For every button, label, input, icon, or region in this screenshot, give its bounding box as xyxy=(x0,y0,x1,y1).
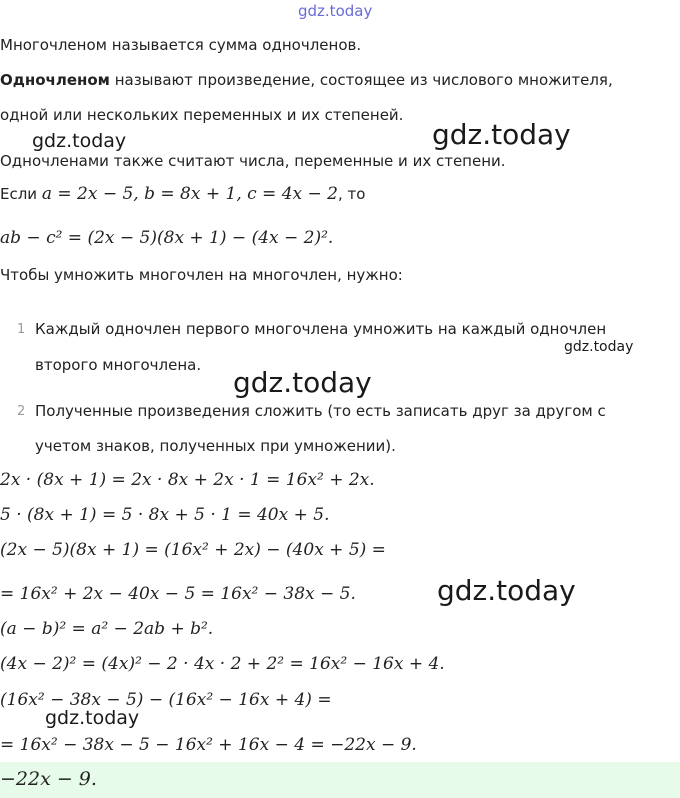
definition-polynomial: Многочленом называется сумма одночленов. xyxy=(0,36,362,54)
answer-value: −22x − 9. xyxy=(0,768,97,790)
answer-box xyxy=(0,762,680,798)
math-line-1: 2x · (8x + 1) = 2x · 8x + 2x · 1 = 16x² + 2x. xyxy=(0,470,375,490)
math-line-8: = 16x² − 38x − 5 − 16x² + 16x − 4 = −22x − 9. xyxy=(0,735,417,755)
given-formula: a = 2x − 5, b = 8x + 1, c = 4x − 2 xyxy=(41,184,338,204)
math-line-6: (4x − 2)² = (4x)² − 2 · 4x · 2 + 2² = 16x² − 16x + 4. xyxy=(0,654,445,674)
given-prefix: Если xyxy=(0,185,42,203)
term-monomial: Одночленом xyxy=(0,71,110,89)
definition-monomial-line1 xyxy=(0,71,613,89)
definition-monomial-line2: одной или нескольких переменных и их степеней. xyxy=(0,106,404,124)
watermark-3: gdz.today xyxy=(564,339,634,355)
step-2-line1: Полученные произведения сложить (то есть записать друг за другом с xyxy=(35,402,606,420)
given-suffix: , то xyxy=(337,185,366,203)
given-values xyxy=(0,184,365,204)
watermark-1: gdz.today xyxy=(32,130,127,152)
watermark-6: gdz.today xyxy=(45,707,140,729)
watermark-5: gdz.today xyxy=(437,574,576,607)
watermark-2: gdz.today xyxy=(432,118,571,151)
rule-intro: Чтобы умножить многочлен на многочлен, нужно: xyxy=(0,266,403,284)
math-line-7: (16x² − 38x − 5) − (16x² − 16x + 4) = xyxy=(0,690,332,710)
watermark-top: gdz.today xyxy=(298,2,373,20)
monomials-note: Одночленами также считают числа, переменные и их степени. xyxy=(0,152,506,170)
math-line-5: (a − b)² = a² − 2ab + b². xyxy=(0,619,214,639)
step-1-line2: второго многочлена. xyxy=(35,356,202,374)
step-2-number: 2 xyxy=(17,404,26,419)
step-2-line2: учетом знаков, полученных при умножении). xyxy=(35,437,396,455)
math-line-4: = 16x² + 2x − 40x − 5 = 16x² − 38x − 5. xyxy=(0,584,356,604)
math-line-2: 5 · (8x + 1) = 5 · 8x + 5 · 1 = 40x + 5. xyxy=(0,505,330,525)
math-line-3: (2x − 5)(8x + 1) = (16x² + 2x) − (40x + 5) = xyxy=(0,540,386,560)
step-1-number: 1 xyxy=(17,322,26,337)
step-1-line1: Каждый одночлен первого многочлена умножить на каждый одночлен xyxy=(35,320,607,338)
watermark-4: gdz.today xyxy=(233,366,372,399)
expression-main: ab − c² = (2x − 5)(8x + 1) − (4x − 2)². xyxy=(0,228,334,248)
definition-monomial-text: называют произведение, состоящее из числового множителя, xyxy=(109,71,613,89)
